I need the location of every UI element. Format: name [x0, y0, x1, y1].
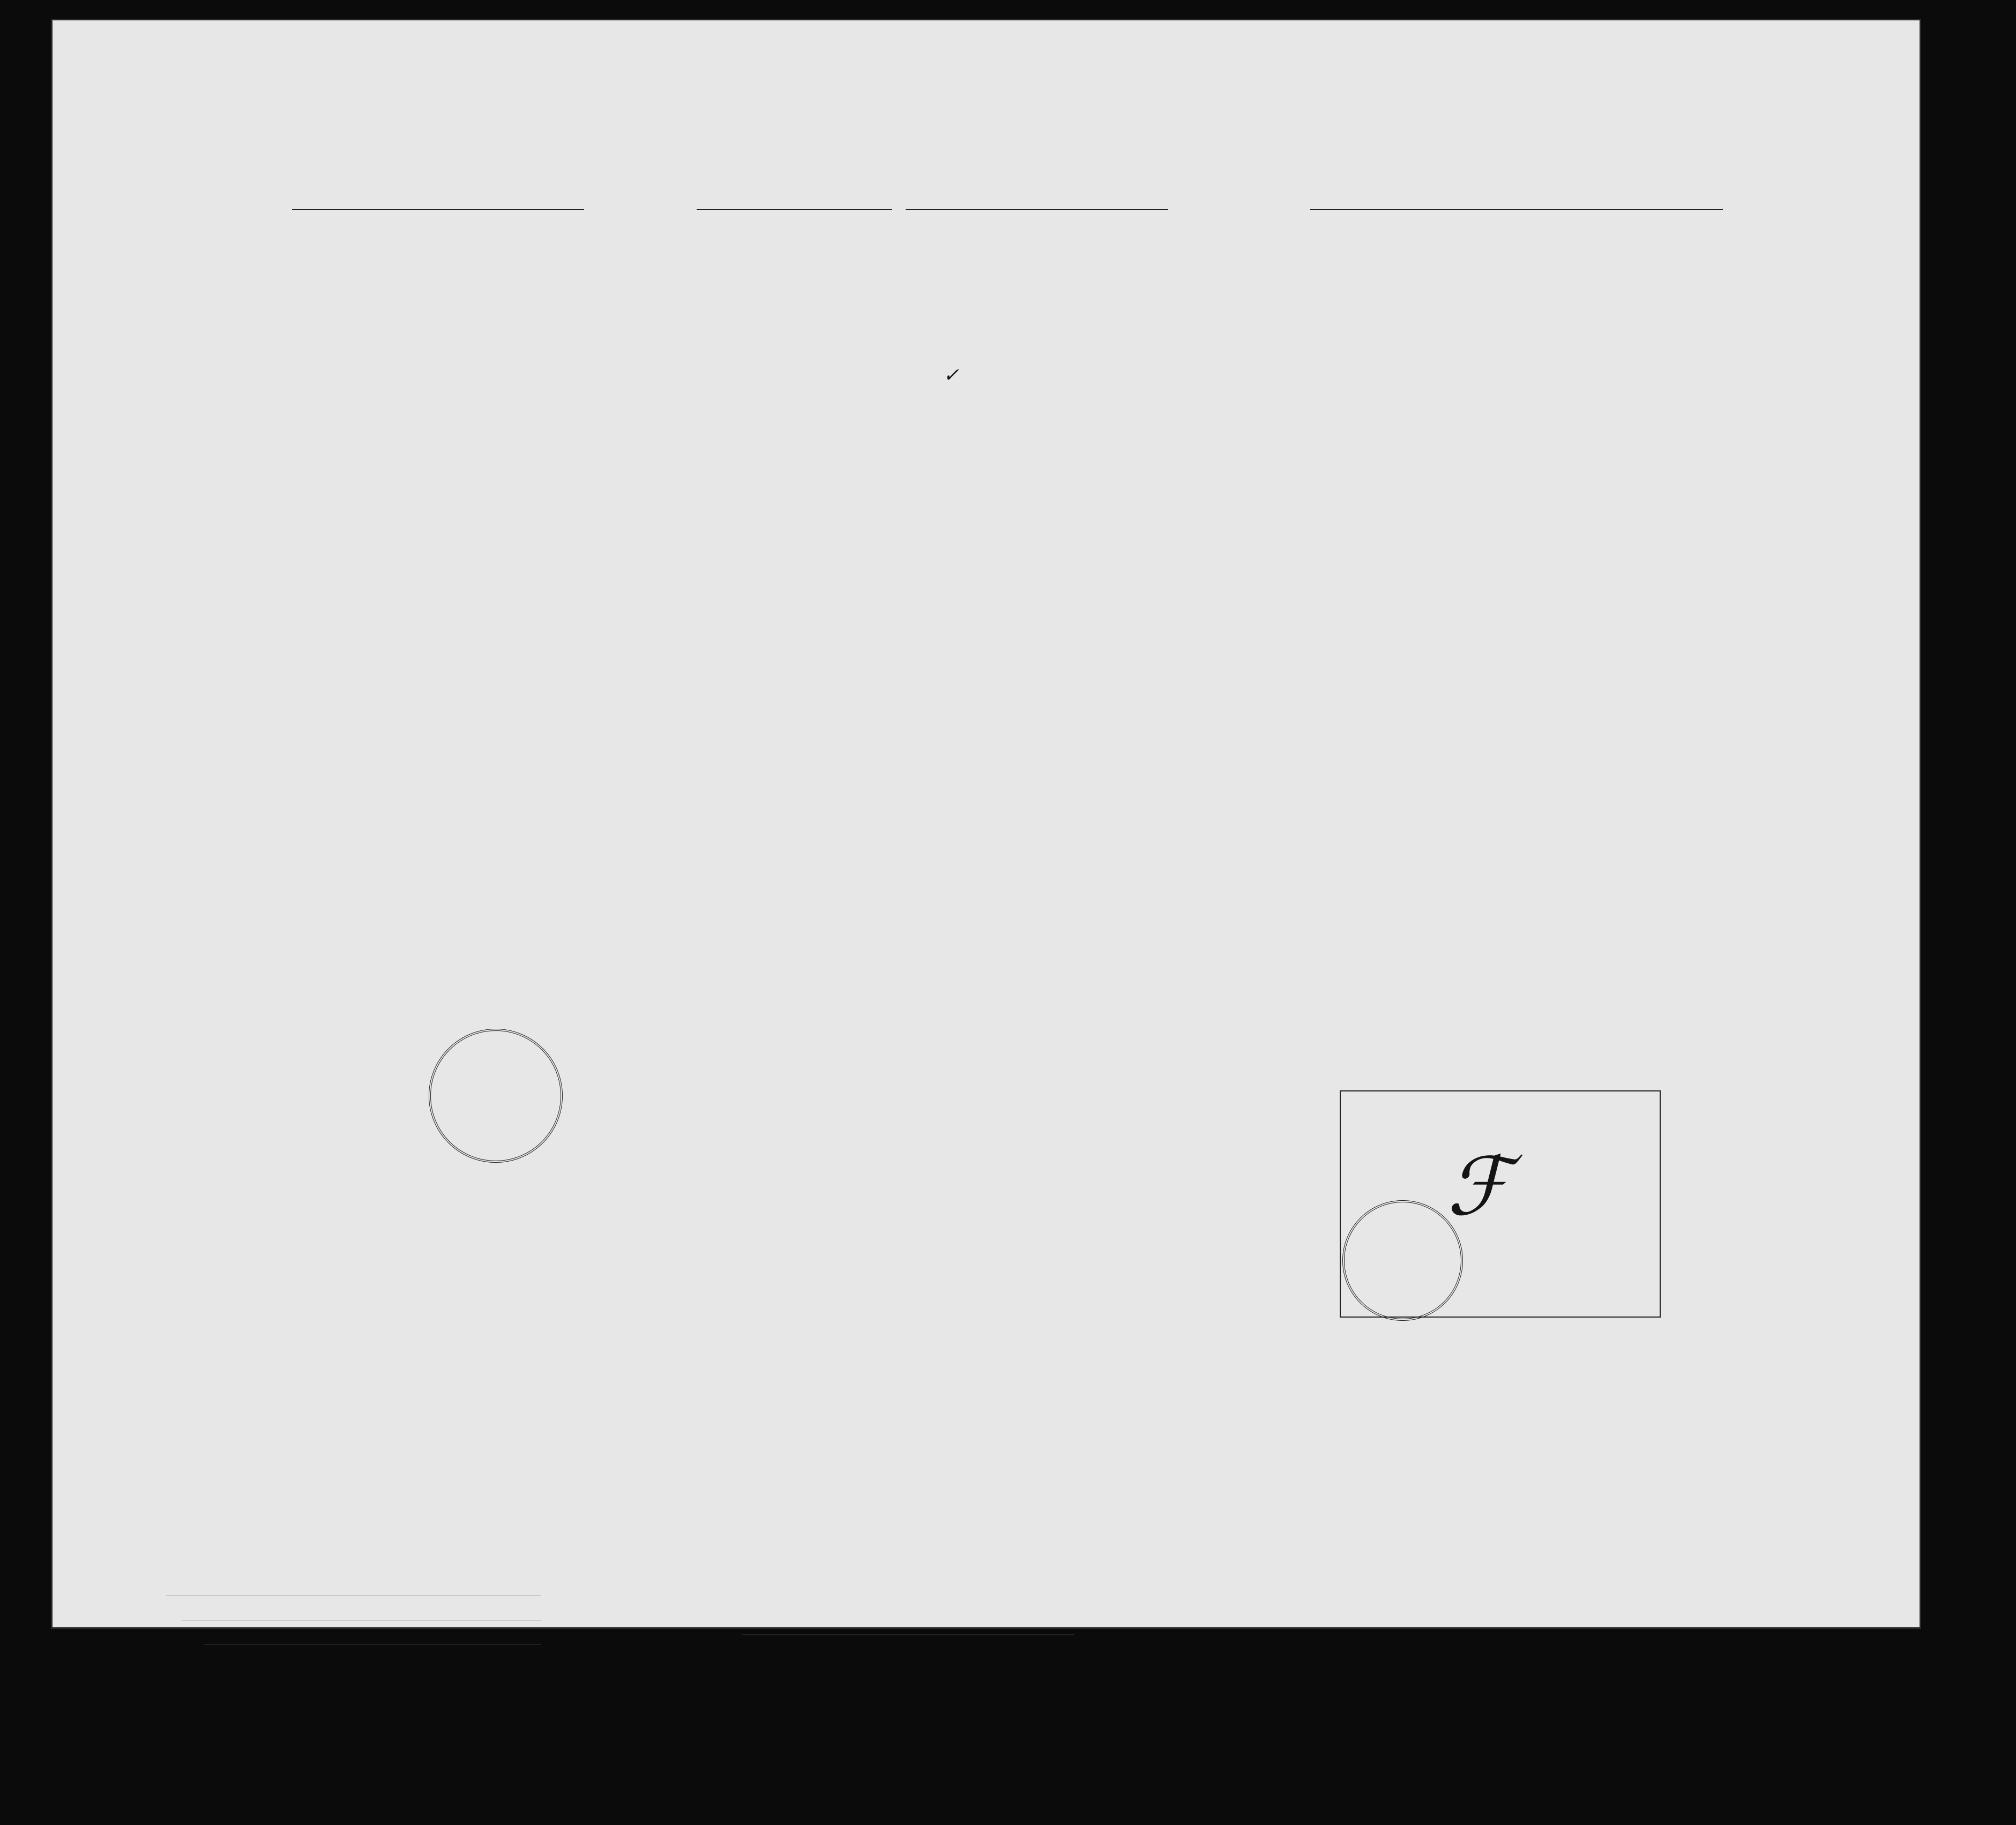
consulate-seal-2: [1342, 1200, 1463, 1321]
marginal-mark: ✓: [943, 364, 960, 386]
consul-signature-flourish: ℱ: [1447, 1140, 1510, 1233]
consulate-seal: [429, 1029, 563, 1163]
vessel-line: [0, 186, 2016, 211]
